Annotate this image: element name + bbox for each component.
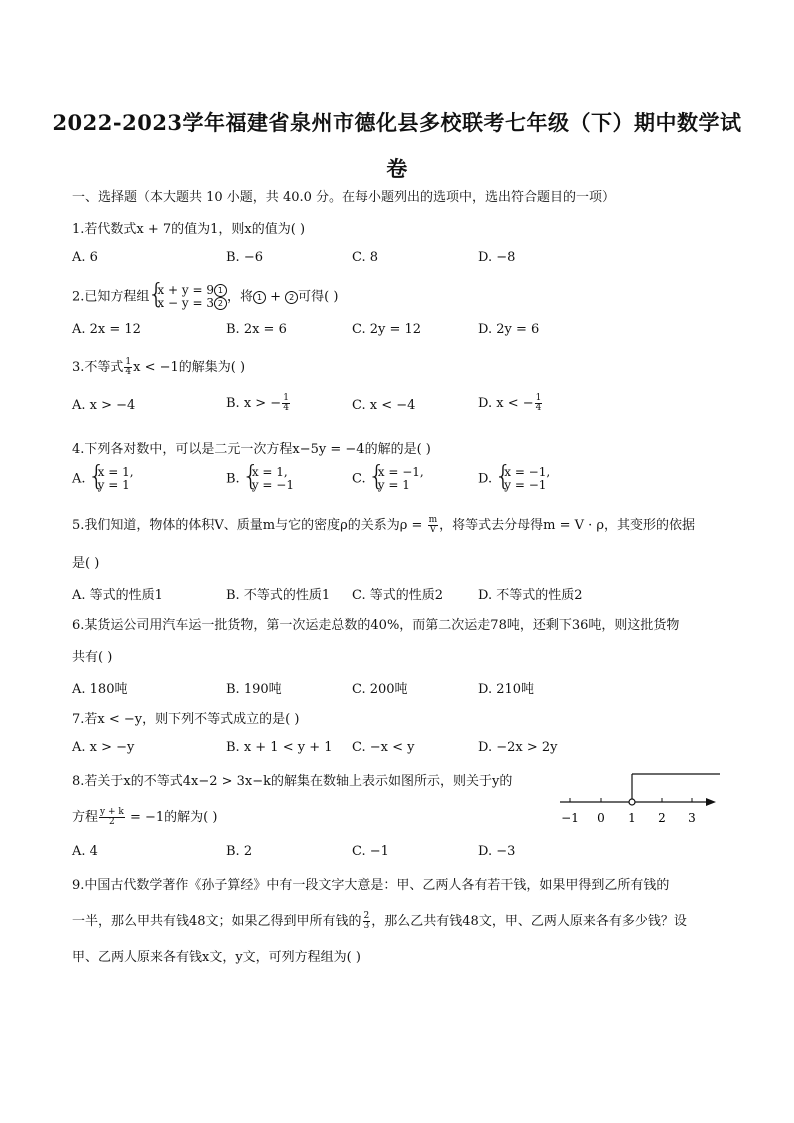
- equation-system: [149, 284, 227, 310]
- question-8-line-1: 8.若关于x的不等式4x−2 > 3x−k的解集在数轴上表示如图所示，则关于y的: [72, 774, 513, 789]
- y-value: y = −1: [504, 478, 547, 492]
- option-b[interactable]: [226, 394, 291, 413]
- question-4: 4.下列各对数中，可以是二元一次方程x−5y = −4的解的是( ): [72, 442, 431, 457]
- question-6-options: [72, 678, 732, 698]
- fraction-m-over-v: [428, 516, 439, 535]
- option-label: D.: [478, 471, 493, 487]
- option-d[interactable]: [478, 394, 543, 413]
- section-heading: 一、选择题（本大题共 10 小题，共 40.0 分。在每小题列出的选项中，选出符合题目的一项）: [72, 190, 616, 205]
- tick-label: 1: [628, 811, 636, 825]
- option-a[interactable]: A. 6: [72, 250, 98, 265]
- option-b[interactable]: B. 2x = 6: [226, 322, 287, 337]
- question-3-suffix: x < −1的解集为( ): [133, 360, 246, 375]
- y-value: y = 1: [377, 478, 410, 492]
- option-d[interactable]: D. −2x > 2y: [478, 740, 558, 755]
- fraction-one-quarter: [535, 394, 543, 413]
- question-8-text-a: 方程: [72, 810, 99, 825]
- solution-pair: [370, 466, 424, 492]
- question-7-options: [72, 740, 732, 760]
- question-9-line-2: [72, 910, 687, 931]
- numerator: 1: [125, 357, 132, 367]
- tick-label: −1: [561, 811, 579, 825]
- open-circle-endpoint: [629, 799, 635, 805]
- plus-sign: +: [265, 289, 286, 305]
- question-2-mid: ，将: [226, 289, 253, 305]
- question-2-prefix: 2.已知方程组: [72, 289, 150, 305]
- question-2: [72, 284, 338, 310]
- x-value: { x = −1,: [504, 465, 551, 479]
- option-a[interactable]: A. 180吨: [72, 682, 128, 697]
- circled-number-1-ref: 1: [253, 291, 266, 304]
- question-3-options: [72, 393, 732, 418]
- option-c[interactable]: C. 2y = 12: [352, 322, 422, 337]
- question-8-text-b: = −1的解为( ): [125, 810, 218, 825]
- question-1: 1.若代数式x + 7的值为1，则x的值为( ): [72, 222, 306, 237]
- numerator: y + k: [100, 807, 124, 817]
- tick-label: 3: [688, 811, 696, 825]
- title-line-1: 2022-2023学年福建省泉州市德化县多校联考七年级（下）期中数学试: [52, 110, 742, 135]
- denominator: V: [429, 525, 437, 535]
- option-b[interactable]: [226, 466, 294, 492]
- tick-label: 2: [658, 811, 666, 825]
- y-value: y = 1: [97, 478, 130, 492]
- question-8-options: [72, 844, 732, 864]
- question-7: 7.若x < −y，则下列不等式成立的是( ): [72, 712, 300, 727]
- question-9-line-3: 甲、乙两人原来各有钱x文，y文，可列方程组为( ): [72, 950, 361, 965]
- question-8-line-2: [72, 806, 217, 827]
- question-2-suffix: 可得( ): [298, 289, 339, 305]
- denominator: 3: [363, 921, 370, 931]
- option-c[interactable]: C. x < −4: [352, 398, 416, 413]
- option-b-text: B. x > −: [226, 396, 282, 411]
- question-2-options: [72, 322, 732, 342]
- option-d[interactable]: D. 不等式的性质2: [478, 588, 583, 603]
- circled-number-1: 1: [214, 284, 227, 297]
- question-5-text-a: 5.我们知道，物体的体积V、质量m与它的密度ρ的关系为ρ =: [72, 518, 427, 533]
- number-line-arrow: [706, 798, 716, 806]
- question-5-options: [72, 584, 732, 604]
- option-a[interactable]: A. x > −y: [72, 740, 135, 755]
- option-a[interactable]: A. x > −4: [72, 398, 136, 413]
- fraction-y-plus-k-over-2: [99, 808, 125, 827]
- circled-number-2-ref: 2: [285, 291, 298, 304]
- option-c[interactable]: C. 8: [352, 250, 379, 265]
- option-a[interactable]: A. 2x = 12: [72, 322, 141, 337]
- option-d[interactable]: [478, 466, 550, 492]
- question-4-options: [72, 466, 732, 496]
- numerator: 1: [535, 393, 542, 403]
- question-1-options: [72, 250, 732, 270]
- question-5-text-b: ，将等式去分母得m = V · ρ，其变形的依据: [439, 518, 696, 533]
- option-a[interactable]: A. 4: [72, 844, 98, 859]
- title-line-2: 卷: [386, 156, 408, 181]
- option-c[interactable]: C. 等式的性质2: [352, 588, 444, 603]
- option-d[interactable]: D. −8: [478, 250, 516, 265]
- option-b[interactable]: B. 190吨: [226, 682, 282, 697]
- option-b[interactable]: B. x + 1 < y + 1: [226, 740, 333, 755]
- question-6-line-1: 6.某货运公司用汽车运一批货物，第一次运走总数的40%，而第二次运走78吨，还剩下36吨，则这批货物: [72, 618, 680, 633]
- question-9-line-1: 9.中国古代数学著作《孙子算经》中有一段文字大意是：甲、乙两人各有若干钱，如果甲得到乙所有钱的: [72, 878, 670, 893]
- numerator: 2: [363, 911, 370, 921]
- question-6-line-2: 共有( ): [72, 650, 113, 665]
- option-label: A.: [72, 471, 86, 487]
- question-3: [72, 356, 245, 377]
- question-5-line-1: [72, 514, 695, 535]
- option-d[interactable]: D. 2y = 6: [478, 322, 540, 337]
- option-b[interactable]: B. −6: [226, 250, 263, 265]
- option-c[interactable]: [352, 466, 424, 492]
- solution-pair: [496, 466, 550, 492]
- option-b[interactable]: B. 不等式的性质1: [226, 588, 331, 603]
- numerator: m: [428, 515, 438, 525]
- fraction-one-quarter: [282, 394, 290, 413]
- option-c[interactable]: C. −1: [352, 844, 389, 859]
- option-c[interactable]: C. 200吨: [352, 682, 408, 697]
- option-b[interactable]: B. 2: [226, 844, 253, 859]
- question-3-prefix: 3.不等式: [72, 360, 124, 375]
- solution-pair: [244, 466, 294, 492]
- option-label: C.: [352, 471, 366, 487]
- option-a[interactable]: [72, 466, 134, 492]
- y-value: y = −1: [251, 478, 294, 492]
- option-label: B.: [226, 471, 240, 487]
- question-9-text-b: ，那么乙共有钱48文，甲、乙两人原来各有多少钱？设: [371, 914, 687, 929]
- x-value: { x = −1,: [377, 465, 424, 479]
- x-value: { x = 1,: [251, 465, 288, 479]
- option-a[interactable]: A. 等式的性质1: [72, 588, 163, 603]
- denominator: 4: [125, 367, 132, 377]
- circled-number-2: 2: [214, 297, 227, 310]
- tick-label: 0: [597, 811, 605, 825]
- numerator: 1: [283, 393, 289, 403]
- x-value: { x = 1,: [97, 465, 134, 479]
- exam-title: [40, 100, 754, 192]
- option-d-text: D. x < −: [478, 396, 534, 411]
- number-line-figure: [556, 768, 722, 828]
- equation-1: x + y = 9: [157, 283, 214, 297]
- question-9-text-a: 一半，那么甲共有钱48文；如果乙得到甲所有钱的: [72, 914, 362, 929]
- denominator: 4: [283, 403, 289, 413]
- option-d[interactable]: D. 210吨: [478, 682, 535, 697]
- denominator: 4: [535, 403, 542, 413]
- fraction-one-quarter: [124, 358, 132, 377]
- question-5-line-2: 是( ): [72, 556, 100, 571]
- option-d[interactable]: D. −3: [478, 844, 516, 859]
- equation-2: x − y = 3: [157, 296, 214, 310]
- option-c[interactable]: C. −x < y: [352, 740, 415, 755]
- fraction-two-thirds: [363, 912, 371, 931]
- solution-pair: [90, 466, 134, 492]
- denominator: 2: [109, 817, 115, 827]
